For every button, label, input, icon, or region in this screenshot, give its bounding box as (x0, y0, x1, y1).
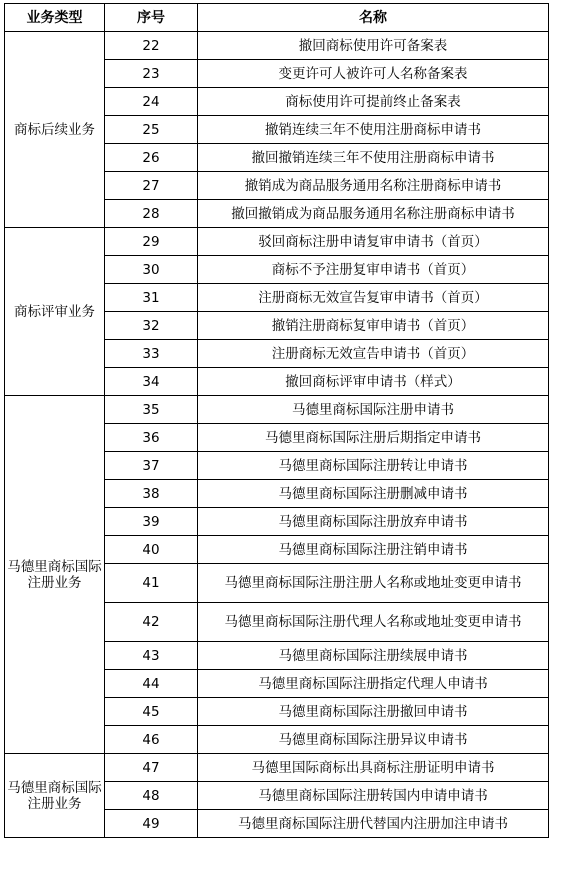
header-business-type: 业务类型 (5, 4, 105, 32)
business-type-cell: 商标后续业务 (5, 32, 105, 228)
business-type-cell: 商标评审业务 (5, 228, 105, 396)
serial-number-cell: 46 (105, 726, 198, 754)
form-name-cell: 马德里商标国际注册异议申请书 (198, 726, 549, 754)
form-name-cell: 马德里商标国际注册后期指定申请书 (198, 424, 549, 452)
serial-number-cell: 24 (105, 88, 198, 116)
form-name-cell: 马德里商标国际注册代替国内注册加注申请书 (198, 810, 549, 838)
serial-number-cell: 37 (105, 452, 198, 480)
header-serial-number: 序号 (105, 4, 198, 32)
form-name-cell: 马德里商标国际注册注销申请书 (198, 536, 549, 564)
form-name-cell: 马德里商标国际注册放弃申请书 (198, 508, 549, 536)
business-type-cell: 马德里商标国际注册业务 (5, 396, 105, 754)
serial-number-cell: 22 (105, 32, 198, 60)
serial-number-cell: 38 (105, 480, 198, 508)
serial-number-cell: 40 (105, 536, 198, 564)
table-row (5, 396, 549, 424)
serial-number-cell: 29 (105, 228, 198, 256)
serial-number-cell: 26 (105, 144, 198, 172)
serial-number-cell: 31 (105, 284, 198, 312)
form-name-cell: 变更许可人被许可人名称备案表 (198, 60, 549, 88)
document-table (4, 3, 549, 838)
form-name-cell: 撤销成为商品服务通用名称注册商标申请书 (198, 172, 549, 200)
serial-number-cell: 39 (105, 508, 198, 536)
serial-number-cell: 48 (105, 782, 198, 810)
form-name-cell: 撤销连续三年不使用注册商标申请书 (198, 116, 549, 144)
form-name-cell: 注册商标无效宣告申请书（首页） (198, 340, 549, 368)
form-name-cell: 注册商标无效宣告复审申请书（首页） (198, 284, 549, 312)
header-name: 名称 (198, 4, 549, 32)
form-name-cell: 商标使用许可提前终止备案表 (198, 88, 549, 116)
form-name-cell: 马德里商标国际注册续展申请书 (198, 642, 549, 670)
serial-number-cell: 35 (105, 396, 198, 424)
form-name-cell: 撤回撤销连续三年不使用注册商标申请书 (198, 144, 549, 172)
form-name-cell: 马德里商标国际注册代理人名称或地址变更申请书 (198, 603, 549, 642)
table-row (5, 754, 549, 782)
serial-number-cell: 32 (105, 312, 198, 340)
form-name-cell: 马德里商标国际注册指定代理人申请书 (198, 670, 549, 698)
form-name-cell: 马德里商标国际注册删减申请书 (198, 480, 549, 508)
serial-number-cell: 27 (105, 172, 198, 200)
table-body (5, 32, 549, 838)
serial-number-cell: 44 (105, 670, 198, 698)
serial-number-cell: 30 (105, 256, 198, 284)
form-name-cell: 马德里商标国际注册撤回申请书 (198, 698, 549, 726)
serial-number-cell: 42 (105, 603, 198, 642)
serial-number-cell: 25 (105, 116, 198, 144)
form-name-cell: 撤回商标使用许可备案表 (198, 32, 549, 60)
header-row (5, 4, 549, 32)
form-name-cell: 撤销注册商标复审申请书（首页） (198, 312, 549, 340)
form-name-cell: 马德里商标国际注册转国内申请申请书 (198, 782, 549, 810)
serial-number-cell: 28 (105, 200, 198, 228)
serial-number-cell: 34 (105, 368, 198, 396)
serial-number-cell: 49 (105, 810, 198, 838)
serial-number-cell: 23 (105, 60, 198, 88)
form-name-cell: 马德里商标国际注册转让申请书 (198, 452, 549, 480)
form-name-cell: 撤回商标评审申请书（样式） (198, 368, 549, 396)
form-name-cell: 驳回商标注册申请复审申请书（首页） (198, 228, 549, 256)
form-name-cell: 商标不予注册复审申请书（首页） (198, 256, 549, 284)
form-name-cell: 马德里商标国际注册申请书 (198, 396, 549, 424)
form-name-cell: 马德里商标国际注册注册人名称或地址变更申请书 (198, 564, 549, 603)
form-name-cell: 撤回撤销成为商品服务通用名称注册商标申请书 (198, 200, 549, 228)
serial-number-cell: 41 (105, 564, 198, 603)
form-name-cell: 马德里国际商标出具商标注册证明申请书 (198, 754, 549, 782)
serial-number-cell: 47 (105, 754, 198, 782)
table-row (5, 228, 549, 256)
table-row (5, 32, 549, 60)
serial-number-cell: 36 (105, 424, 198, 452)
business-type-cell: 马德里商标国际注册业务 (5, 754, 105, 838)
serial-number-cell: 33 (105, 340, 198, 368)
serial-number-cell: 45 (105, 698, 198, 726)
serial-number-cell: 43 (105, 642, 198, 670)
